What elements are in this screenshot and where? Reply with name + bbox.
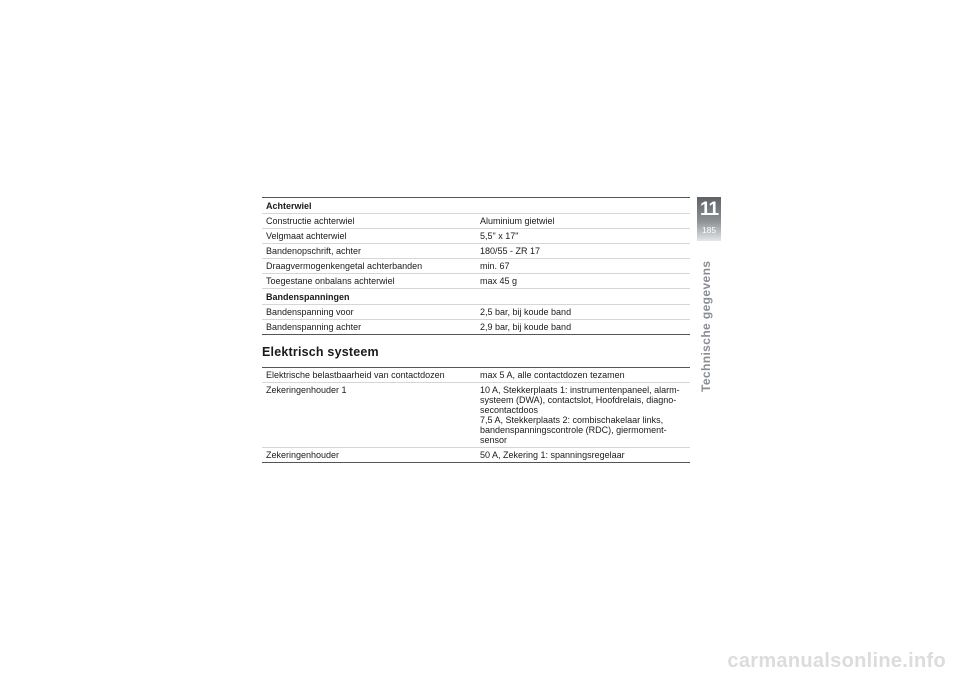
table-row	[262, 244, 690, 259]
page-content	[262, 197, 690, 463]
row-label: Velgmaat achterwiel	[262, 229, 476, 244]
row-label: Zekeringenhouder	[262, 448, 476, 463]
row-label: Draagvermogenkengetal achterbanden	[262, 259, 476, 274]
row-label: Bandenspanning achter	[262, 320, 476, 335]
watermark: carmanualsonline.info	[727, 650, 946, 672]
row-value: 5,5" x 17"	[476, 229, 690, 244]
table-row	[262, 368, 690, 383]
page-number: 185	[701, 225, 717, 235]
row-value: max 45 g	[476, 274, 690, 289]
table-row	[262, 448, 690, 463]
row-value: Aluminium gietwiel	[476, 214, 690, 229]
table-heading-row	[262, 198, 690, 214]
row-value: 2,5 bar, bij koude band	[476, 305, 690, 320]
row-label: Bandenopschrift, achter	[262, 244, 476, 259]
row-label: Elektrische belastbaarheid van contactdozen	[262, 368, 476, 383]
table-row	[262, 320, 690, 335]
rear-wheel-heading: Achterwiel	[262, 198, 690, 214]
row-value: 50 A, Zekering 1: spanningsregelaar	[476, 448, 690, 463]
table-row	[262, 274, 690, 289]
table-row	[262, 259, 690, 274]
table-heading-row	[262, 289, 690, 305]
chapter-number: 11	[699, 199, 719, 220]
tire-pressure-heading: Bandenspanningen	[262, 289, 690, 305]
electrical-table	[262, 367, 690, 463]
table-row	[262, 214, 690, 229]
rear-wheel-table	[262, 197, 690, 335]
row-value: max 5 A, alle contactdozen tezamen	[476, 368, 690, 383]
chapter-tab	[697, 197, 721, 241]
row-label: Zekeringenhouder 1	[262, 383, 476, 448]
row-label: Constructie achterwiel	[262, 214, 476, 229]
table-row	[262, 229, 690, 244]
chapter-title: Technische gegevens	[699, 260, 713, 392]
table-row	[262, 383, 690, 448]
row-value: 180/55 - ZR 17	[476, 244, 690, 259]
row-value: min. 67	[476, 259, 690, 274]
row-value: 10 A, Stekkerplaats 1: instrumentenpaneel, alarm- systeem (DWA), contactslot, Hoofdrelais, diagno- secontactdoos 7,5 A, Stekkerplaats 2: combischakelaar links, bandenspanningscontrole (RDC), giermoment- sensor	[476, 383, 690, 448]
section-title: Elektrisch systeem	[262, 345, 379, 359]
row-label: Toegestane onbalans achterwiel	[262, 274, 476, 289]
row-value: 2,9 bar, bij koude band	[476, 320, 690, 335]
table-row	[262, 305, 690, 320]
row-label: Bandenspanning voor	[262, 305, 476, 320]
